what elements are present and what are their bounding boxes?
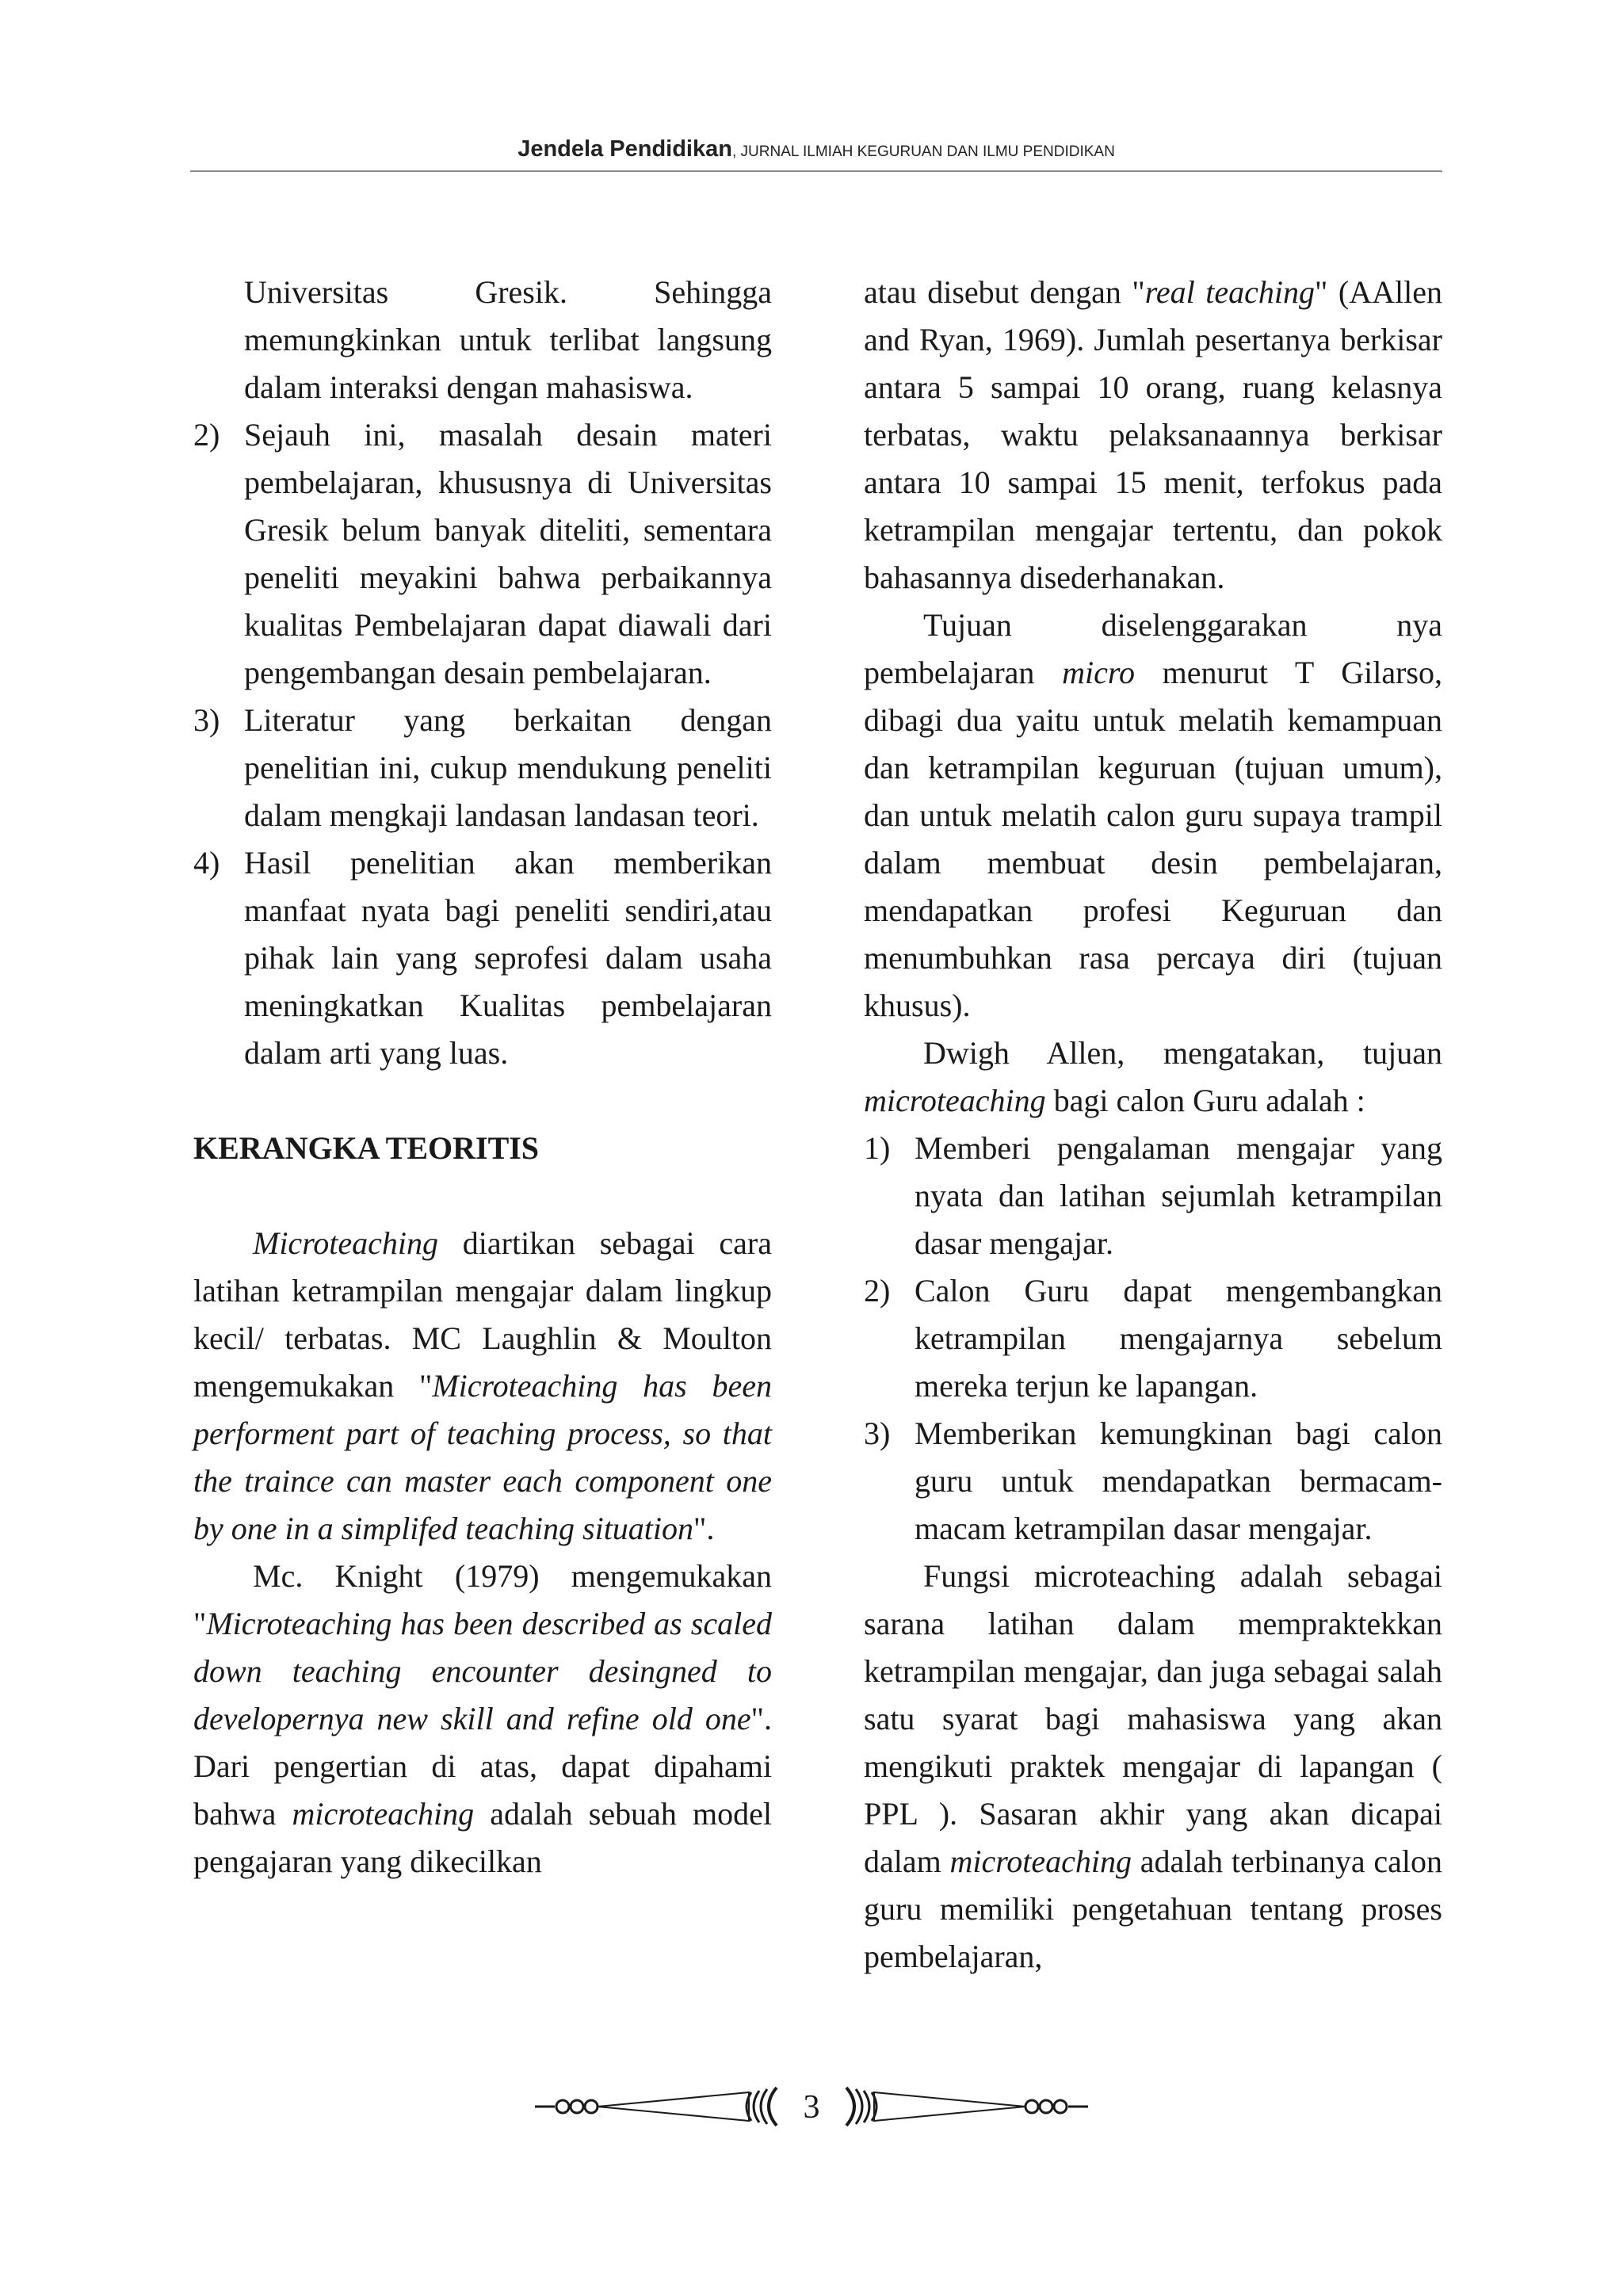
running-header	[190, 136, 1442, 162]
text-run: Dwigh Allen, mengatakan, tujuan	[923, 1035, 1442, 1071]
list-item	[193, 411, 772, 697]
list-text: Sejauh ini, masalah desain materi pembelajaran, khususnya di Universitas Gresik belum banyak diteliti, sementara peneliti meyakini bahwa perbaikannya kualitas Pembelajaran dapat diawali dari pengembangan desain pembelajaran.	[244, 417, 772, 690]
italic-term: micro	[1062, 655, 1135, 690]
list-text: Hasil penelitian akan memberikan manfaat nyata bagi peneliti sendiri,atau pihak lain yang seprofesi dalam usaha meningkatkan Kualitas pembelajaran dalam arti yang luas.	[244, 845, 772, 1071]
italic-quote: Microteaching has been performent part of teaching process, so that the traince can master each component one by one in a simplifed teaching situation	[193, 1368, 772, 1546]
list-number: 1)	[864, 1130, 891, 1166]
italic-term: Microteaching	[253, 1225, 439, 1261]
text-run: menurut T Gilarso, dibagi dua yaitu untuk melatih kemampuan dan ketrampilan keguruan (tujuan umum), dan untuk melatih calon guru supaya trampil dalam membuat desin pembelajaran, mendapatkan profesi Keguruan dan menumbuhkan rasa percaya diri (tujuan khusus).	[864, 655, 1442, 1023]
list-text: Memberikan kemungkinan bagi calon guru untuk mendapatkan bermacam-macam ketrampilan dasar mengajar.	[915, 1415, 1442, 1546]
text-run: bagi calon Guru adalah :	[1045, 1083, 1365, 1118]
text-run: ".	[693, 1511, 715, 1546]
list-item	[864, 1267, 1442, 1410]
italic-term: microteaching	[949, 1843, 1132, 1879]
text-run: Fungsi microteaching adalah sebagai sarana latihan dalam mempraktekkan ketrampilan mengajar, dan juga sebagai salah satu syarat bagi mahasiswa yang akan mengikuti praktek mengajar di lapangan ( PPL ). Sasaran akhir yang akan dicapai dalam	[864, 1558, 1442, 1879]
list-item	[864, 1125, 1442, 1267]
section-heading: KERANGKA TEORITIS	[193, 1130, 540, 1166]
paragraph-tujuan	[864, 602, 1442, 1030]
list-item	[193, 697, 772, 839]
text-run: " (AAllen and Ryan, 1969). Jumlah pesertanya berkisar antara 5 sampai 10 orang, ruang kelasnya terbatas, waktu pelaksanaannya berkisar antara 10 sampai 15 menit, terfokus pada ketrampilan mengajar tertentu, dan pokok bahasannya disederhanakan.	[864, 274, 1442, 595]
left-numbered-list	[193, 411, 772, 1077]
list-continuation: Universitas Gresik. Sehingga memungkinkan untuk terlibat langsung dalam interaksi dengan mahasiswa.	[244, 274, 772, 405]
italic-term: microteaching	[292, 1796, 475, 1832]
list-number: 4)	[193, 845, 220, 881]
header-rule	[190, 170, 1442, 172]
list-number: 3)	[193, 702, 220, 738]
right-numbered-list	[864, 1125, 1442, 1553]
list-number: 3)	[864, 1415, 891, 1451]
list-text: Memberi pengalaman mengajar yang nyata dan latihan sejumlah ketrampilan dasar mengajar.	[915, 1130, 1442, 1261]
text-run: Tujuan diselenggarakan nya pembelajaran	[864, 607, 1442, 690]
left-column	[193, 269, 772, 1885]
list-text: Calon Guru dapat mengembangkan ketrampilan mengajarnya sebelum mereka terjun ke lapangan.	[915, 1273, 1442, 1404]
paragraph-microteaching-definition	[193, 1220, 772, 1553]
text-run: atau disebut dengan "	[864, 274, 1145, 310]
list-text: Literatur yang berkaitan dengan penelitian ini, cukup mendukung peneliti dalam mengkaji landasan landasan teori.	[244, 702, 772, 833]
italic-term: microteaching	[864, 1083, 1046, 1118]
text-run: Mc. Knight (1979) mengemukakan "	[193, 1558, 772, 1641]
journal-name: Jendela Pendidikan	[517, 136, 732, 162]
italic-term: real teaching	[1144, 274, 1316, 310]
list-item	[864, 1410, 1442, 1553]
text-run: diartikan sebagai cara latihan ketrampilan mengajar dalam lingkup kecil/ terbatas. MC Laughlin & Moulton mengemukakan "	[193, 1225, 772, 1404]
paragraph-real-teaching	[864, 269, 1442, 602]
right-column	[864, 269, 1442, 1981]
journal-subtitle: , JURNAL ILMIAH KEGURUAN DAN ILMU PENDIDIKAN	[731, 143, 1115, 160]
paragraph-fungsi	[864, 1553, 1442, 1981]
page-number: 3	[803, 2089, 820, 2126]
list-number: 2)	[864, 1273, 891, 1308]
text-run: adalah sebuah model pengajaran yang dikecilkan	[193, 1796, 772, 1879]
text-run: adalah terbinanya calon guru memiliki pengetahuan tentang proses pembelajaran,	[864, 1843, 1442, 1974]
paragraph-dwigh-allen	[864, 1030, 1442, 1125]
paragraph-mc-knight	[193, 1553, 772, 1885]
italic-quote: Microteaching has been described as scaled down teaching encounter desingned to developernya new skill and refine old one	[193, 1606, 772, 1736]
text-run: ". Dari pengertian di atas, dapat dipahami bahwa	[193, 1701, 772, 1832]
list-item	[193, 839, 772, 1077]
list-number: 2)	[193, 417, 220, 453]
